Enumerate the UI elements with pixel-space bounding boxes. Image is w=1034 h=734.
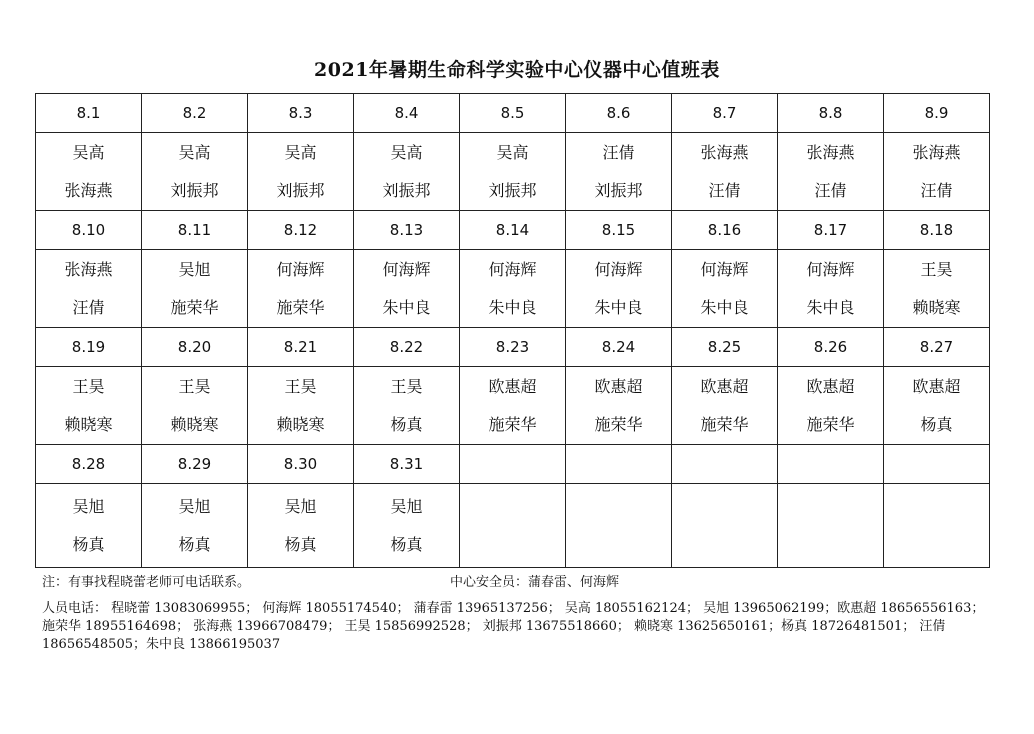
- staff-name: 吴旭: [390, 496, 423, 516]
- staff-name: 何海辉: [382, 259, 431, 279]
- staff-name: 汪倩: [920, 180, 953, 200]
- date-cell: 8.17: [778, 211, 884, 250]
- staff-name: 汪倩: [602, 142, 635, 162]
- date-row: [36, 445, 990, 484]
- staff-cell: [566, 484, 672, 568]
- staff-name: 汪倩: [814, 180, 847, 200]
- staff-cell: [142, 250, 248, 328]
- staff-name: 刘振邦: [170, 180, 219, 200]
- staff-name: 刘振邦: [382, 180, 431, 200]
- date-cell: 8.20: [142, 328, 248, 367]
- date-cell: 8.7: [672, 94, 778, 133]
- staff-name: 吴旭: [72, 496, 105, 516]
- staff-name: 施荣华: [488, 414, 537, 434]
- date-row: [36, 94, 990, 133]
- staff-name: 杨真: [72, 534, 105, 554]
- staff-cell: [354, 250, 460, 328]
- date-cell: 8.26: [778, 328, 884, 367]
- staff-cell: [566, 133, 672, 211]
- staff-name: 欧惠超: [700, 376, 749, 396]
- staff-cell: [884, 367, 990, 445]
- staff-name: 朱中良: [382, 297, 431, 317]
- date-cell: 8.12: [248, 211, 354, 250]
- staff-name: 施荣华: [594, 414, 643, 434]
- date-cell: [460, 445, 566, 484]
- staff-name: 杨真: [920, 414, 953, 434]
- staff-name: 张海燕: [700, 142, 749, 162]
- staff-cell: [778, 484, 884, 568]
- staff-name: 王昊: [284, 376, 317, 396]
- staff-name: 刘振邦: [488, 180, 537, 200]
- staff-name: 赖晓寒: [912, 297, 961, 317]
- staff-name: 张海燕: [64, 180, 113, 200]
- staff-name: 吴高: [178, 142, 211, 162]
- staff-name: 刘振邦: [594, 180, 643, 200]
- staff-cell: [142, 367, 248, 445]
- date-cell: 8.18: [884, 211, 990, 250]
- date-cell: 8.30: [248, 445, 354, 484]
- staff-name: 汪倩: [72, 297, 105, 317]
- staff-name: 杨真: [178, 534, 211, 554]
- date-cell: 8.19: [36, 328, 142, 367]
- staff-name: 吴旭: [178, 496, 211, 516]
- date-cell: 8.6: [566, 94, 672, 133]
- staff-cell: [142, 133, 248, 211]
- staff-cell: [248, 133, 354, 211]
- date-cell: 8.29: [142, 445, 248, 484]
- staff-cell: [36, 250, 142, 328]
- staff-name: 施荣华: [806, 414, 855, 434]
- staff-row: [36, 250, 990, 328]
- staff-cell: [248, 484, 354, 568]
- staff-cell: [36, 367, 142, 445]
- staff-cell: [672, 367, 778, 445]
- staff-name: 施荣华: [700, 414, 749, 434]
- staff-cell: [884, 133, 990, 211]
- staff-name: 何海辉: [594, 259, 643, 279]
- staff-name: 王昊: [920, 259, 953, 279]
- staff-name: 何海辉: [276, 259, 325, 279]
- staff-name: 赖晓寒: [276, 414, 325, 434]
- staff-cell: [566, 367, 672, 445]
- staff-cell: [672, 133, 778, 211]
- staff-cell: [354, 133, 460, 211]
- date-cell: 8.24: [566, 328, 672, 367]
- staff-cell: [354, 484, 460, 568]
- date-cell: 8.4: [354, 94, 460, 133]
- date-cell: 8.23: [460, 328, 566, 367]
- date-cell: 8.9: [884, 94, 990, 133]
- date-cell: 8.2: [142, 94, 248, 133]
- staff-cell: [248, 250, 354, 328]
- date-cell: [672, 445, 778, 484]
- staff-cell: [672, 484, 778, 568]
- staff-name: 吴高: [284, 142, 317, 162]
- staff-cell: [36, 484, 142, 568]
- staff-cell: [778, 367, 884, 445]
- date-cell: 8.15: [566, 211, 672, 250]
- staff-cell: [460, 250, 566, 328]
- contact-phone-list: 人员电话： 程晓蕾 13083069955； 何海辉 18055174540； 蒲春雷 13965137256； 吴高 18055162124； 吴旭 13965062199；欧惠超 18656556163；施荣华 18955164698； 张海燕 13966708479； 王昊 15856992528； 刘振邦 13675518660； 赖晓寒 13625650161；杨真 18726481501； 汪倩 18656548505；朱中良 13866195037: [42, 601, 985, 652]
- staff-cell: [778, 250, 884, 328]
- staff-name: 张海燕: [806, 142, 855, 162]
- date-cell: 8.27: [884, 328, 990, 367]
- date-cell: 8.3: [248, 94, 354, 133]
- date-cell: 8.21: [248, 328, 354, 367]
- date-cell: [884, 445, 990, 484]
- staff-cell: [460, 484, 566, 568]
- staff-name: 欧惠超: [806, 376, 855, 396]
- contact-note: 注：有事找程晓蕾老师可电话联系。: [42, 575, 251, 590]
- duty-roster-table: [35, 93, 990, 568]
- notes-section: [42, 574, 992, 654]
- staff-cell: [36, 133, 142, 211]
- staff-name: 杨真: [390, 414, 423, 434]
- date-cell: 8.25: [672, 328, 778, 367]
- staff-name: 朱中良: [806, 297, 855, 317]
- date-cell: 8.8: [778, 94, 884, 133]
- staff-cell: [248, 367, 354, 445]
- staff-name: 吴高: [72, 142, 105, 162]
- staff-cell: [142, 484, 248, 568]
- staff-name: 欧惠超: [594, 376, 643, 396]
- staff-name: 朱中良: [594, 297, 643, 317]
- staff-cell: [884, 250, 990, 328]
- staff-cell: [460, 367, 566, 445]
- date-cell: 8.16: [672, 211, 778, 250]
- date-cell: 8.31: [354, 445, 460, 484]
- page-title: 2021年暑期生命科学实验中心仪器中心值班表: [314, 59, 720, 81]
- staff-cell: [672, 250, 778, 328]
- staff-name: 杨真: [390, 534, 423, 554]
- staff-name: 吴高: [496, 142, 529, 162]
- staff-name: 张海燕: [912, 142, 961, 162]
- date-row: [36, 328, 990, 367]
- staff-name: 汪倩: [708, 180, 741, 200]
- date-cell: [566, 445, 672, 484]
- staff-cell: [460, 133, 566, 211]
- date-cell: 8.13: [354, 211, 460, 250]
- staff-name: 朱中良: [700, 297, 749, 317]
- staff-name: 朱中良: [488, 297, 537, 317]
- date-row: [36, 211, 990, 250]
- staff-name: 吴高: [390, 142, 423, 162]
- staff-name: 赖晓寒: [170, 414, 219, 434]
- staff-name: 施荣华: [276, 297, 325, 317]
- staff-cell: [354, 367, 460, 445]
- date-cell: [778, 445, 884, 484]
- staff-name: 何海辉: [488, 259, 537, 279]
- staff-name: 欧惠超: [488, 376, 537, 396]
- staff-name: 何海辉: [806, 259, 855, 279]
- staff-cell: [778, 133, 884, 211]
- staff-cell: [566, 250, 672, 328]
- staff-row: [36, 133, 990, 211]
- staff-row: [36, 367, 990, 445]
- safety-officer: 中心安全员：蒲春雷、何海辉: [450, 575, 620, 590]
- staff-name: 王昊: [178, 376, 211, 396]
- date-cell: 8.14: [460, 211, 566, 250]
- date-cell: 8.28: [36, 445, 142, 484]
- staff-row: [36, 484, 990, 568]
- staff-name: 施荣华: [170, 297, 219, 317]
- staff-name: 张海燕: [64, 259, 113, 279]
- staff-name: 刘振邦: [276, 180, 325, 200]
- staff-name: 赖晓寒: [64, 414, 113, 434]
- staff-name: 杨真: [284, 534, 317, 554]
- staff-name: 吴旭: [178, 259, 211, 279]
- date-cell: 8.5: [460, 94, 566, 133]
- staff-name: 王昊: [390, 376, 423, 396]
- staff-name: 吴旭: [284, 496, 317, 516]
- staff-cell: [884, 484, 990, 568]
- staff-name: 何海辉: [700, 259, 749, 279]
- date-cell: 8.10: [36, 211, 142, 250]
- staff-name: 王昊: [72, 376, 105, 396]
- date-cell: 8.22: [354, 328, 460, 367]
- date-cell: 8.11: [142, 211, 248, 250]
- date-cell: 8.1: [36, 94, 142, 133]
- staff-name: 欧惠超: [912, 376, 961, 396]
